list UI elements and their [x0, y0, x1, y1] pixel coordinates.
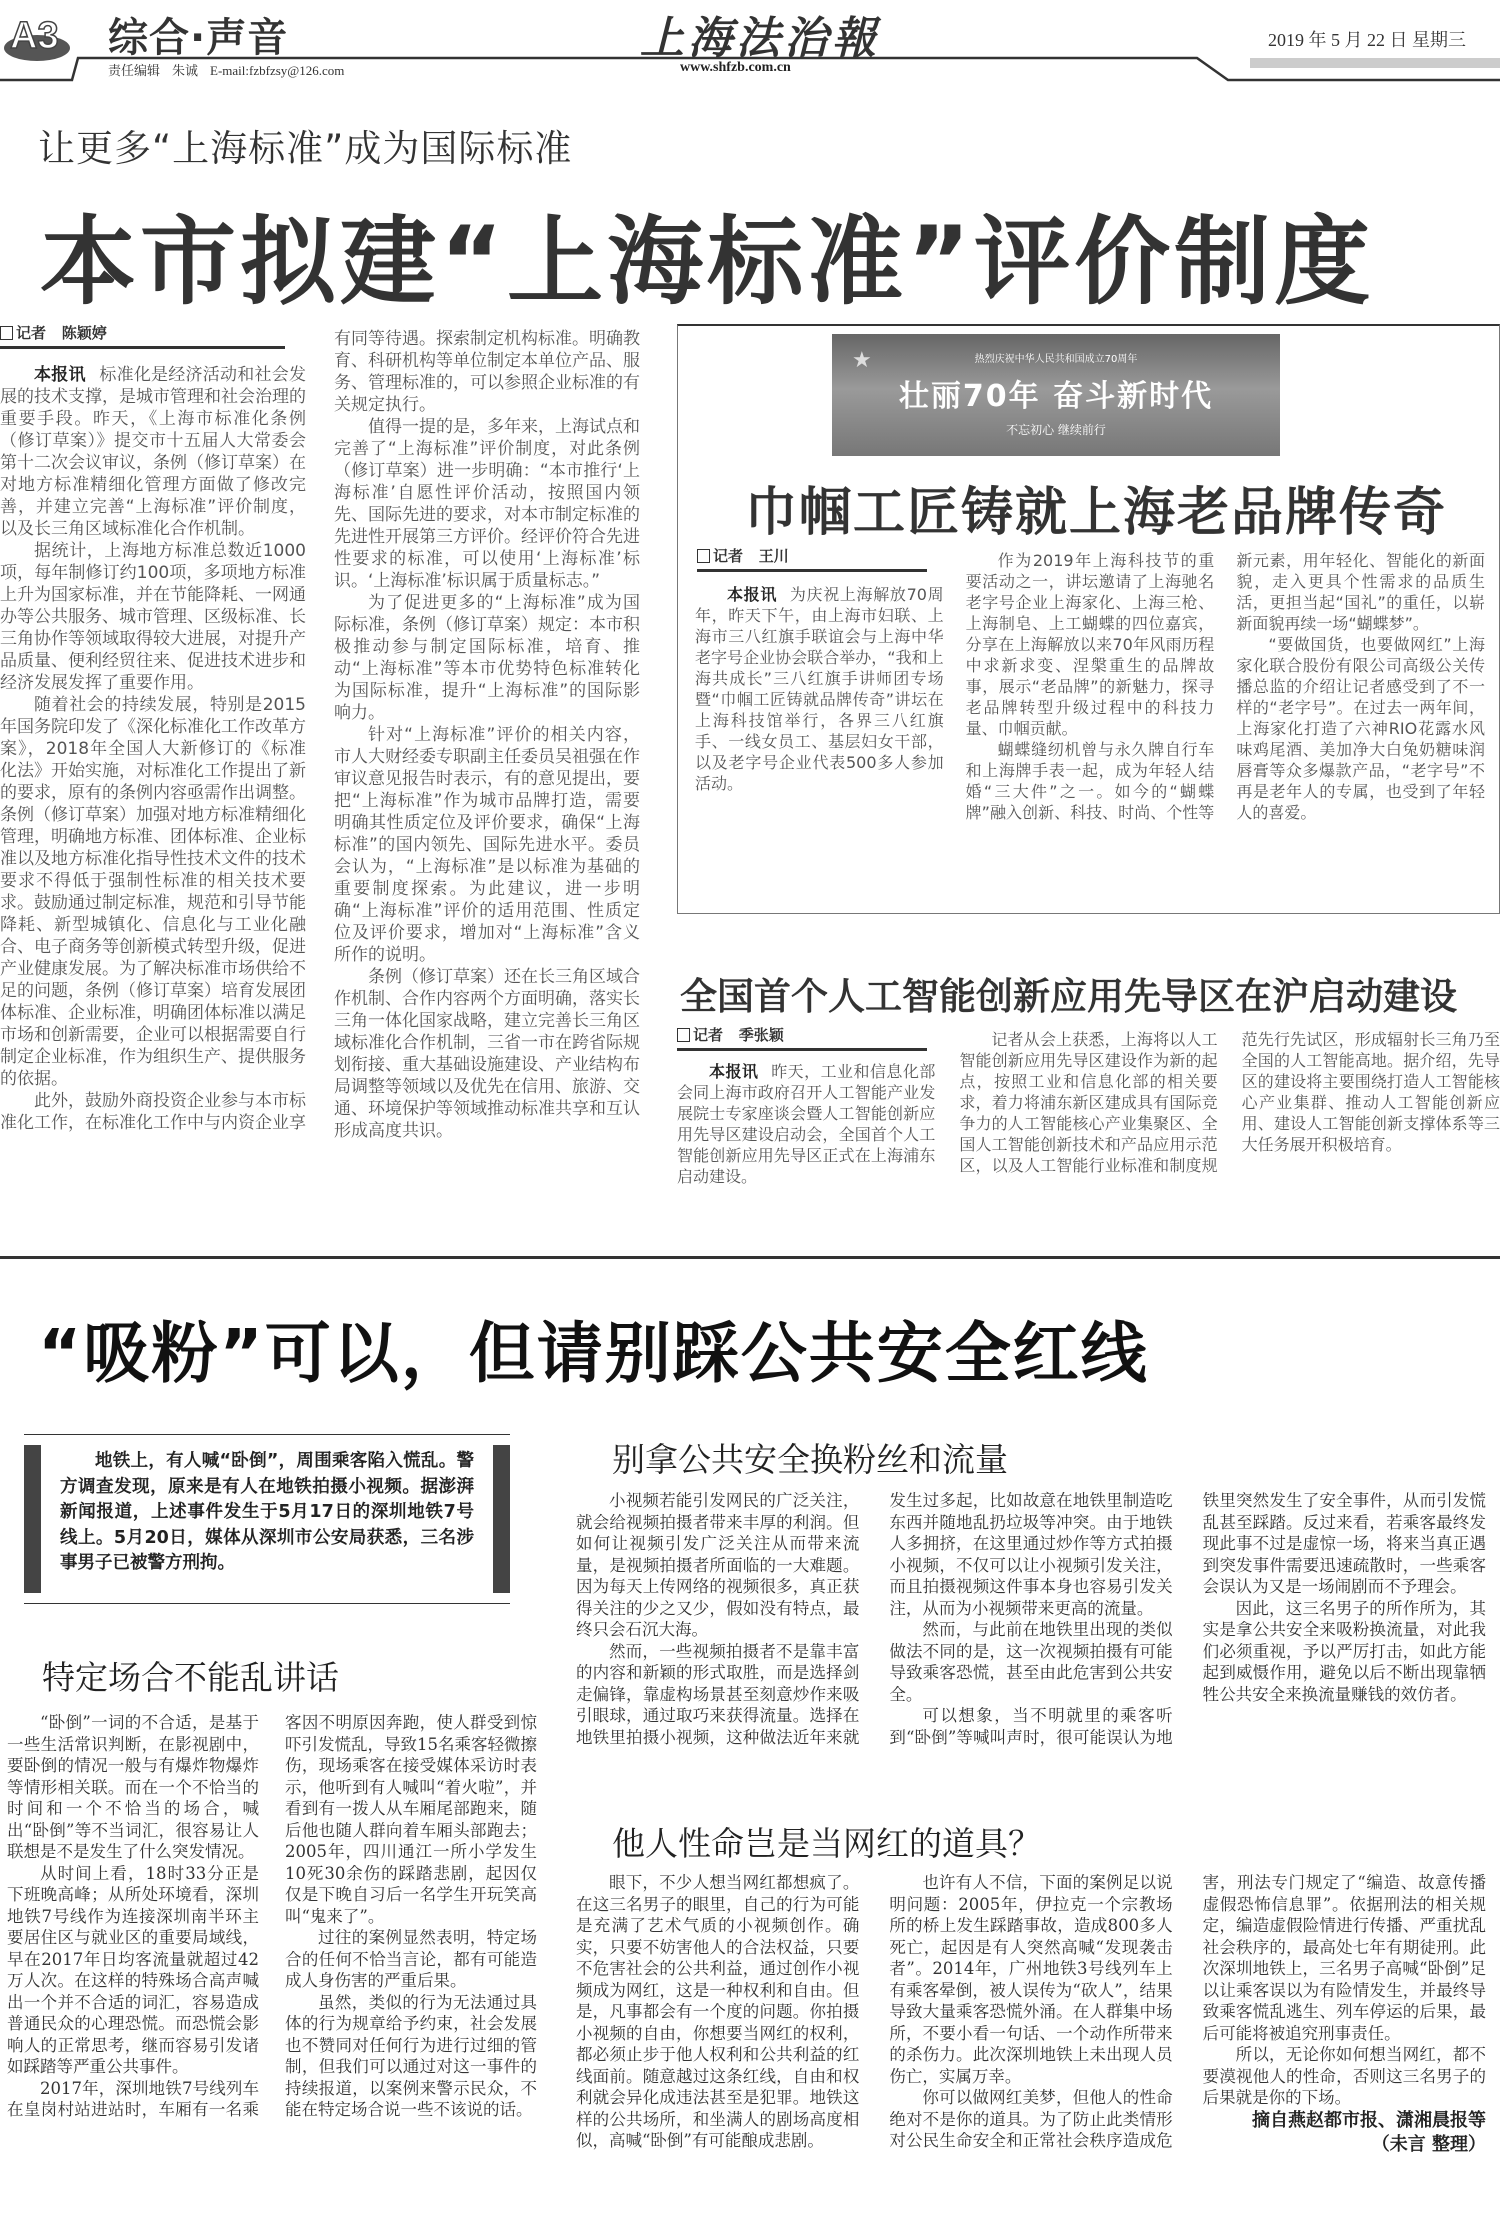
editor-name: 朱诚	[172, 63, 199, 78]
paragraph-text: 此外，鼓励外商投资企业参与本市标准化工作，在标准化工作中与内资企业享有同等待遇。探索制定机构标准。明确教育、科研机构等单位制定本单位产品、服务、管理标准的，可以参照企业标准的有关规定执行。	[0, 329, 640, 1133]
byline-spacer	[0, 328, 306, 364]
paragraph	[334, 592, 640, 724]
byline-name: 王川	[758, 547, 789, 565]
dateline: 本报讯	[727, 585, 778, 604]
banner-line-2: 壮丽70年 奋斗新时代	[898, 379, 1214, 414]
byline-label: 记者	[16, 324, 47, 342]
lead-body	[0, 328, 640, 1142]
intro-bar-left	[24, 1445, 41, 1593]
paragraph	[677, 1061, 935, 1187]
paragraph: 2017年，深圳地铁7号线列车在皇岗村站进站时，车厢有一名乘客因不明原因奔跑，使人群受到惊吓引发慌乱，导致15名乘客轻微擦伤，现场乘客在接受媒体采访时表示，他听到有人喊叫“着火啦”，并看到有一拨人从车厢尾部跑来，随后他也随人群向着车厢头部跑去；2005年，四川通江一所小学发生10死30余伤的踩踏悲剧，起因仅仅是下晚自习后一名学生开玩笑高叫“鬼来了”。	[7, 1713, 537, 2119]
byline-spacer	[677, 1029, 935, 1061]
paragraph	[334, 724, 640, 966]
dateline: 本报讯	[709, 1062, 759, 1081]
subhead-3: 他人性命岂是当网红的道具？	[612, 1824, 1041, 1863]
header-rule	[0, 52, 1500, 84]
star-icon: ★	[852, 348, 872, 373]
paragraph	[334, 966, 640, 1142]
intro-text: 地铁上，有人喊“卧倒”，周围乘客陷入慌乱。警方调查发现，原来是有人在地铁拍摄小视频。据澎湃新闻报道，上述事件发生于5月17日的深圳地铁7号线上。5月20日，媒体从深圳市公安局获悉，三名涉事男子已被警方刑拘。	[60, 1451, 474, 1573]
paragraph: 虽然，类似的行为无法通过具体的行为规章给予约束，社会发展也不赞同对任何行为进行过细的管制，但我们可以通过对这一事件的持续报道，以案例来警示民众，不能在特定场合说一些不该说的话。	[285, 1992, 537, 2119]
paragraph: 从时间上看，18时33分正是下班晚高峰；从所处环境看，深圳地铁7号线作为连接深圳南半环主要居住区与就业区的重要局域线，早在2017年日均客流量就超过42万人次。在这样的特殊场合高声喊出一个并不合适的词汇，容易造成普通民众的心理恐慌。而恐慌会影响人的正常思考，继而容易引发诸如踩踏等严重公共事件。	[7, 1863, 259, 2076]
paragraph	[966, 550, 1215, 739]
byline-name: 季张颖	[738, 1026, 784, 1044]
paragraph-text: 随着社会的持续发展，特别是2015年国务院印发了《深化标准化工作改革方案》，2018年全国人大新修订的《标准化法》开始实施，对标准化工作提出了新的要求，原有的条例内容亟需作出调整。条例（修订草案）加强对地方标准精细化管理，明确地方标准、团体标准、企业标准以及地方标准化指导性技术文件的技术要求不得低于强制性标准的相关技术要求。鼓励通过制定标准，规范和引导节能降耗、新型城镇化、信息化与工业化融合、电子商务等创新模式转型升级，促进产业健康发展。为了解决标准市场供给不足的问题，条例（修订草案）培育发展团体标准、企业标准，明确团体标准以满足市场和创新需要，企业可以根据需要自行制定企业标准，作为组织生产、提供服务的依据。	[0, 695, 306, 1089]
paragraph: 你可以做网红美梦，但他人的性命绝对不是你的道具。为了防止此类情形对公民生命安全和正常社会秩序造成危害，刑法专门规定了“编造、故意传播虚假恐怖信息罪”。依据刑法的相关规定，编造虚假险情进行传播、严重扰乱社会秩序的，最高处七年有期徒刑。此次深圳地铁上，三名男子高喊“卧倒”足以让乘客误以为有险情发生，并最终导致乘客慌乱逃生、列车停运的后果，最后可能将被追究刑事责任。	[889, 1873, 1486, 2150]
section-2-body	[576, 1490, 1486, 1748]
paragraph	[959, 1029, 1500, 1187]
section-1-body	[7, 1712, 537, 2121]
issue-date: 2019 年 5 月 22 日 星期三	[1268, 30, 1466, 50]
opinion-intro-box	[24, 1434, 510, 1604]
paragraph: “卧倒”一词的不合适，是基于一些生活常识判断，在影视剧中，要卧倒的情况一般与有爆炸物爆炸等情形相关联。而在一个不恰当的时间和一个不恰当的场合，喊出“卧倒”等不当词汇，很容易让人联想是不是发生了什么突发情况。	[7, 1713, 259, 1861]
paragraph: 所以，无论你如何想当网红，都不要漠视他人的性命，否则这三名男子的后果就是你的下场。	[1202, 2045, 1486, 2107]
paragraph-text: 作为2019年上海科技节的重要活动之一，讲坛邀请了上海驰名老字号企业上海家化、上海三枪、上海制皂、上工蝴蝶的四位嘉宾，分享在上海解放以来70年风雨历程中求新求变、涅槃重生的品牌故事，展示“老品牌”的新魅力，探寻老品牌转型升级过程中的科技力量、巾帼贡献。	[965, 551, 1215, 738]
paragraph-text: 条例（修订草案）还在长三角区域合作机制、合作内容两个方面明确，落实长三角一体化国家战略，建立完善长三角区域标准化合作机制，三省一市在跨省际规划衔接、重大基础设施建设、产业结构布局调整等领域以及优先在信用、旅游、交通、环境保护等领域推动标准共享和互认形成高度共识。	[334, 967, 640, 1141]
banner-line-1: 热烈庆祝中华人民共和国成立70周年	[974, 354, 1138, 365]
paragraph-text: 为了促进更多的“上海标准”成为国际标准，条例（修订草案）规定：本市积极推动参与制定国际标准，培育、推动“上海标准”等本市优势特色标准转化为国际标准，提升“上海标准”的国际影响力。	[334, 593, 640, 723]
editor-label: 责任编辑	[108, 63, 161, 78]
source-text: 摘自燕赵都市报、潇湘晨报等	[1251, 2109, 1486, 2131]
section-title: 综合·声音	[108, 15, 289, 61]
newspaper-masthead: 上海法治報	[640, 13, 880, 64]
ai-body	[677, 1029, 1500, 1187]
section-3-body	[576, 1872, 1486, 2157]
paragraph: 也许有人不信，下面的案例足以说明问题：2005年，伊拉克一个宗教场所的桥上发生踩踏事故，造成800多人死亡，起因是有人突然高喊“发现袭击者”。2014年，广州地铁3号线列车上有乘客晕倒，被人误传为“砍人”，结果导致大量乘客恐慌外涌。在人群集中场所，不要小看一句话、一个动作所带来的杀伤力。此次深圳地铁上未出现人员伤亡，实属万幸。	[889, 1873, 1173, 2086]
byline-label: 记者	[693, 1026, 724, 1044]
paragraph	[0, 364, 306, 540]
subhead-1: 特定场合不能乱讲话	[42, 1658, 339, 1697]
paragraph-text: 针对“上海标准”评价的相关内容，市人大财经委专职副主任委员吴祖强在作审议意见报告时表示，有的意见提出，要把“上海标准”作为城市品牌打造，需要明确其性质定位及评价要求，确保“上海标准”的国内领先、国际先进水平。委员会认为，“上海标准”是以标准为基础的重要制度探索。为此建议，进一步明确“上海标准”评价的适用范围、性质定位及评价要求，增加对“上海标准”含义所作的说明。	[334, 725, 640, 965]
paragraph-text: 记者从会上获悉，上海将以人工智能创新应用先导区建设作为新的起点，按照工业和信息化部的相关要求，着力将浦东新区建成具有国际竞争力的人工智能核心产业集聚区、全国人工智能创新技术和产品应用示范区，以及人工智能行业标准和制度规范先行先试区，形成辐射长三角乃至全国的人工智能高地。据介绍，先导区的建设将主要围绕打造人工智能核心产业集群、推动人工智能创新应用、建设人工智能创新支撑体系等三大任务展开积极培育。	[959, 1030, 1500, 1175]
paragraph	[0, 694, 306, 1090]
paragraph-text: “要做国货，也要做网红”上海家化联合股份有限公司高级公关传播总监的介绍让记者感受到了不一样的“老字号”。在过去一两年间，上海家化打造了六神RIO花露水风味鸡尾酒、美加净大白兔奶糖味润唇膏等众多爆款产品，“老字号”不再是老年人的专属，也受到了年轻人的喜爱。	[1236, 635, 1485, 822]
paragraph	[695, 584, 944, 794]
paragraph: 眼下，不少人想当网红都想疯了。在这三名男子的眼里，自己的行为可能是充满了艺术气质的小视频创作。确实，只要不妨害他人的合法权益，只要不危害社会的公共利益，通过创作小视频成为网红，这是一种权利和自由。但是，凡事都会有一个度的问题。你拍摄小视频的自由，你想要当网红的权利，都必须止步于他人权利和公共利益的红线面前。随意越过这条红线，自由和权利就会异化成违法甚至是犯罪。地铁这样的公共场所，和坐满人的剧场高度相似，高喊“卧倒”有可能酿成悲剧。	[576, 1873, 860, 2150]
paragraph	[334, 416, 640, 592]
subhead-2: 别拿公共安全换粉丝和流量	[612, 1440, 1008, 1479]
paragraph: 过往的案例显然表明，特定场合的任何不恰当言论，都有可能造成人身伤害的严重后果。	[285, 1928, 537, 1990]
website-url[interactable]: www.shfzb.com.cn	[680, 60, 791, 75]
paragraph-text: 标准化是经济活动和社会发展的技术支撑，是城市管理和社会治理的重要手段。昨天，《上海市标准化条例（修订草案）》提交市十五届人大常委会第十二次会议审议，条例（修订草案）在对地方标准精细化管理方面做了修改完善，并建立完善“上海标准”评价制度，以及长三角区域标准化合作机制。	[0, 365, 307, 539]
paragraph-text: 值得一提的是，多年来，上海试点和完善了“上海标准”评价制度，对此条例（修订草案）进一步明确：“本市推行‘上海标准’自愿性评价活动，按照国内领先、国际先进的要求，对本市制定标准的先进性开展第三方评价。经评价符合先进性要求的标准，可以使用‘上海标准’标识。‘上海标准’标识属于质量标志。”	[334, 417, 640, 591]
source-credit	[1203, 2109, 1486, 2157]
brand-body	[695, 550, 1485, 823]
lead-headline: 本市拟建“上海标准”评价制度	[40, 206, 1375, 318]
intro-bar-right	[493, 1445, 510, 1593]
byline-spacer	[695, 550, 944, 584]
ai-headline: 全国首个人工智能创新应用先导区在沪启动建设	[680, 975, 1457, 1018]
paragraph	[1236, 634, 1485, 823]
brand-headline: 巾帼工匠铸就上海老品牌传奇	[745, 483, 1448, 543]
byline-name: 陈颖婷	[61, 324, 107, 342]
section-divider	[0, 1256, 1500, 1259]
page-badge-text: A3	[10, 15, 59, 57]
byline-label: 记者	[713, 547, 744, 565]
banner-line-3: 不忘初心 继续前行	[1006, 423, 1106, 437]
anniversary-banner-image	[832, 334, 1280, 456]
editor-email[interactable]: E-mail:fzbfzsy@126.com	[210, 63, 345, 78]
compiler-text: （未言 整理）	[1371, 2133, 1486, 2155]
paragraph: 小视频若能引发网民的广泛关注，就会给视频拍摄者带来丰厚的利润。但如何让视频引发广泛关注从而带来流量，是视频拍摄者所面临的一大难题。因为每天上传网络的视频很多，真正获得关注的少之又少，假如没有特点，最终只会石沉大海。	[576, 1491, 860, 1639]
paragraph: 可以想象，当不明就里的乘客听到“卧倒”等喊叫声时，很可能误认为地铁里突然发生了安全事件，从而引发慌乱甚至踩踏。反过来看，若乘客最终发现此事不过是虚惊一场，将来当真正遇到突发事件需要迅速疏散时，一些乘客会误认为又是一场闹剧而不予理会。	[889, 1491, 1486, 1747]
paragraph: 因此，这三名男子的所作所为，其实是拿公共安全来吸粉换流量，对此我们必须重视，予以严厉打击，如此方能起到威慑作用，避免以后不断出现靠牺牲公共安全来换流量赚钱的效仿者。	[1202, 1598, 1486, 1704]
paragraph: 然而，一些视频拍摄者不是靠丰富的内容和新颖的形式取胜，而是选择剑走偏锋，靠虚构场景甚至刻意炒作来吸引眼球，通过取巧来获得流量。选择在地铁里拍摄小视频，这种做法近年来就发生过多起，比如故意在地铁里制造吃东西并随地乱扔垃圾等冲突。由于地铁人多拥挤，在这里通过炒作等方式拍摄小视频，不仅可以让小视频引发关注，而且拍摄视频这件事本身也容易引发关注，从而为小视频带来更高的流量。	[576, 1491, 1173, 1747]
paragraph-text: 据统计，上海地方标准总数近1000项，每年制修订约100项，多项地方标准上升为国家标准，并在节能降耗、一网通办等公共服务、城市管理、区级标准、长三角协作等领域取得较大进展，对提升产品质量、便利经贸往来、促进技术进步和经济发展发挥了重要作用。	[0, 541, 306, 693]
paragraph: 然而，与此前在地铁里出现的类似做法不同的是，这一次视频拍摄有可能导致乘客恐慌，甚至由此危害到公共安全。	[889, 1620, 1173, 1704]
lead-kicker: 让更多“上海标准”成为国际标准	[38, 127, 573, 170]
paragraph-text: 为庆祝上海解放70周年，昨天下午，由上海市妇联、上海市三八红旗手联谊会与上海中华老字号企业协会联合举办，“我和上海共成长”三八红旗手讲师团专场暨“巾帼工匠铸就品牌传奇”讲坛在上海科技馆举行，各界三八红旗手、一线女员工、基层妇女干部，以及老字号企业代表500多人参加活动。	[695, 585, 944, 793]
paragraph-text: 昨天，工业和信息化部会同上海市政府召开人工智能产业发展院士专家座谈会暨人工智能创新应用先导区建设启动会，全国首个人工智能创新应用先导区正式在上海浦东启动建设。	[677, 1062, 936, 1186]
paragraph-text: 蝴蝶缝纫机曾与永久牌自行车和上海牌手表一起，成为年轻人结婚“三大件”之一。如今的“蝴蝶牌”融入创新、科技、时尚、个性等新元素，用年轻化、智能化的新面貌，走入更具个性需求的品质生活，更担当起“国礼”的重任，以崭新面貌再续一场“蝴蝶梦”。	[965, 551, 1485, 822]
opinion-headline: “吸粉”可以，但请别踩公共安全红线	[38, 1315, 1149, 1392]
paragraph	[0, 540, 306, 694]
dateline: 本报讯	[34, 365, 86, 385]
